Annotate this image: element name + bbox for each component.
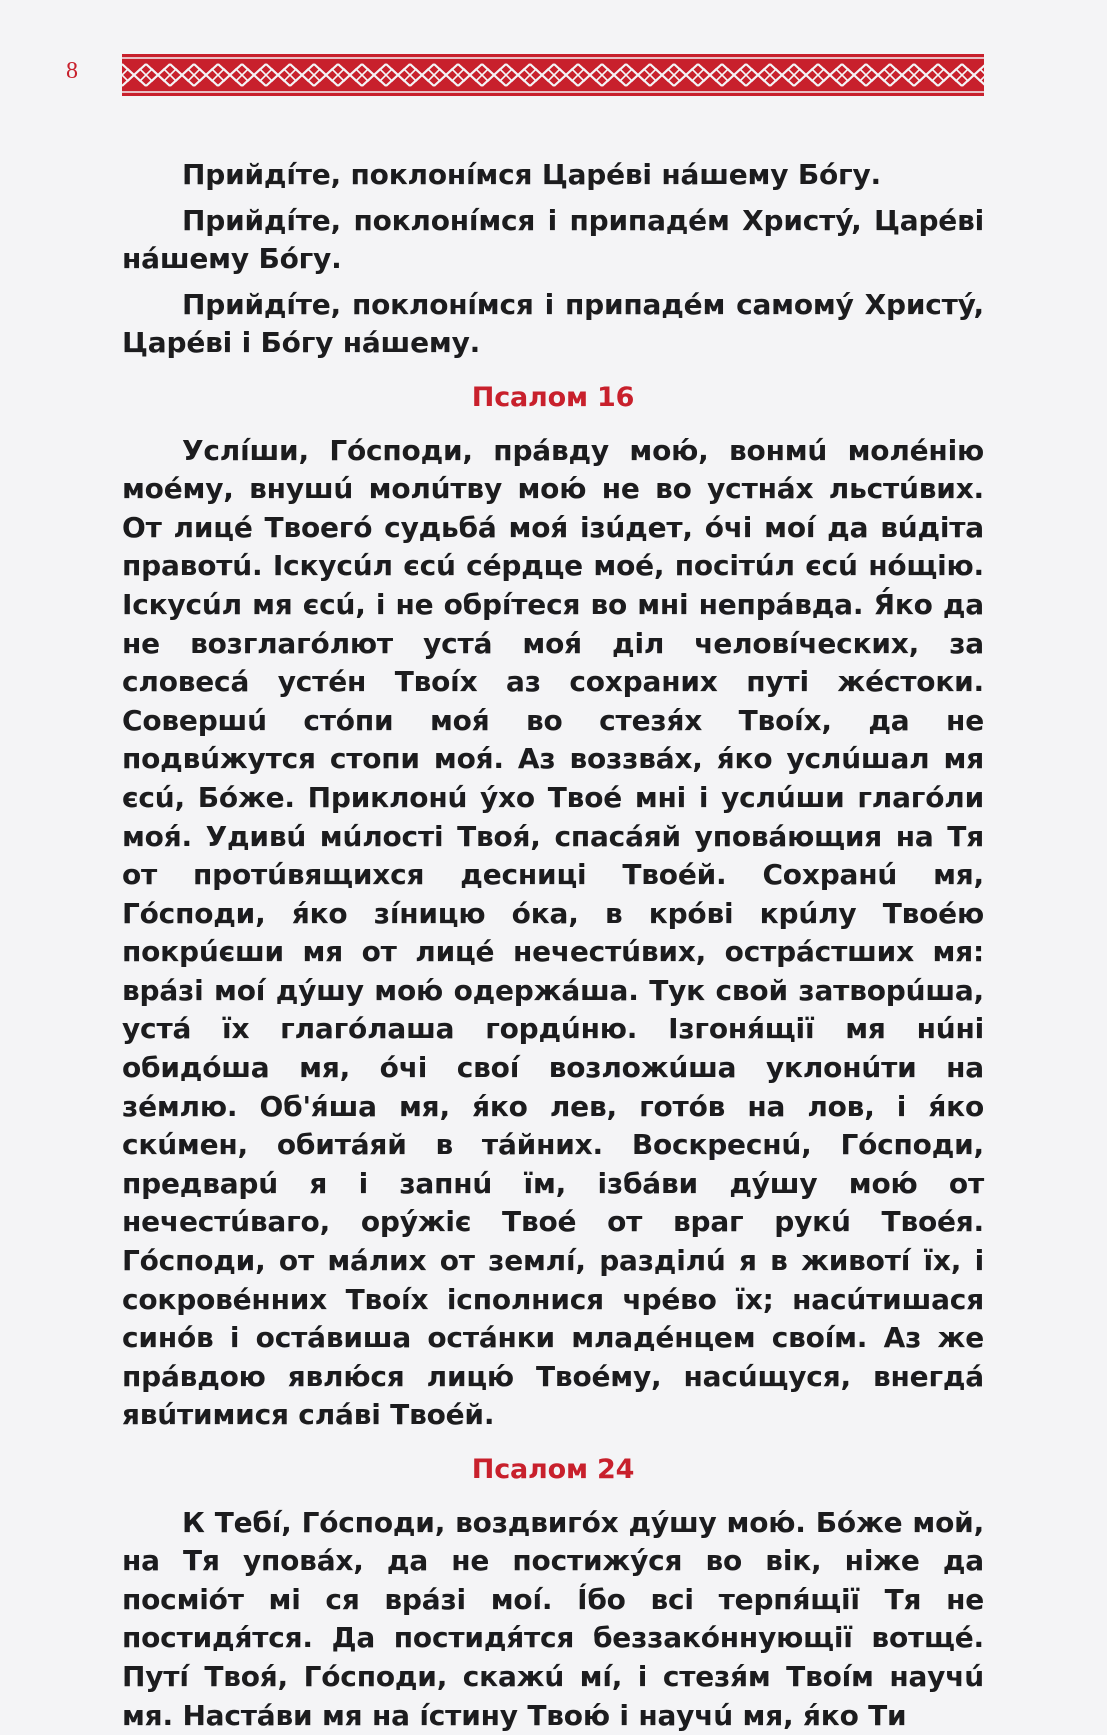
intro-line-3: Прийдíте, поклонíмся і припадéм самомý Христý, Царéві і Бóгу нáшему. [122, 287, 984, 360]
page-number: 8 [66, 58, 78, 84]
psalm-24-text: К Тебí, Гóсподи, воздвигóх дýшу мою́. Бóже мой, на Тя уповáх, да не постижýся во вік, ніже да посміóт мі ся врáзі моí. Íбо всі терпя́щії Тя не постидя́тся. Да постидя́тся беззакóннующії вотщé. Путí Твоя́, Гóсподи, скажú мí, і стезя́м Твоíм научú мя. Настáви мя на íстину Твою́ і научú мя, я́ко Ти [122, 1505, 984, 1732]
psalm-16-text: Услíши, Гóсподи, прáвду мою́, вонмú молéнію моéму, внушú молúтву мою́ не во устнáх льстúвих. От лицé Твоегó судьбá моя́ ізúдет, óчі моí да вúдіта правотú. Іскусúл єсú сéрдце моé, посітúл єсú нóщію. Іскусúл мя єсú, і не обрíтеся во мні непрáвда. Я́ко да не возглагóлют устá моя́ діл человíческих, за словесá устéн Твоíх аз сохраних путі жéстоки. Совершú стóпи моя́ во стезя́х Твоíх, да не подвúжутся стопи моя́. Аз воззвáх, я́ко услúшал мя єсú, Бóже. Приклонú ýхо Твоé мні і услúши глагóли моя́. Удивú мúлості Твоя́, спасáяй уповáющия на Тя от протúвящихся десниці Твоéй. Сохранú мя, Гóсподи, я́ко зíницю óка, в крóві крúлу Твоéю покрúєши мя от лицé нечестúвих, острáстших мя: врáзі моí дýшу мою́ одержáша. Тук свой затворúша, устá їх глагóлаша гордúню. Ізгоня́щії мя нúні обидóша мя, óчі своí возложúша уклонúти на зéмлю. Об'я́ша мя, я́ко лев, готóв на лов, і я́ко скúмен, обитáяй в тáйних. Воскреснú, Гóсподи, предварú я і запнú їм, ізбáви дýшу мою́ от нечестúваго, орýжіє Твоé от враг рукú Твоéя. Гóсподи, от мáлих от землí, разділú я в животí їх, і сокровéнних Твоíх ісполнися чрéво їх; насúтишася синóв і остáвиша остáнки младéнцем своíм. Аз же прáвдою явлю́ся лицю́ Твоéму, насúщуся, внегдá явúтимися слáві Твоéй. [122, 433, 984, 1432]
psalm-24-title: Псалом 24 [471, 1454, 635, 1485]
intro-line-1: Прийдíте, поклонíмся Царéві нáшему Бóгу. [182, 158, 881, 191]
psalm-16-title: Псалом 16 [471, 381, 635, 413]
intro-line-2: Прийдíте, поклонíмся і припадéм Христý, Царéві нáшему Бóгу. [122, 203, 984, 276]
ornamental-header-band [122, 54, 984, 96]
main-text-block [122, 156, 984, 1735]
